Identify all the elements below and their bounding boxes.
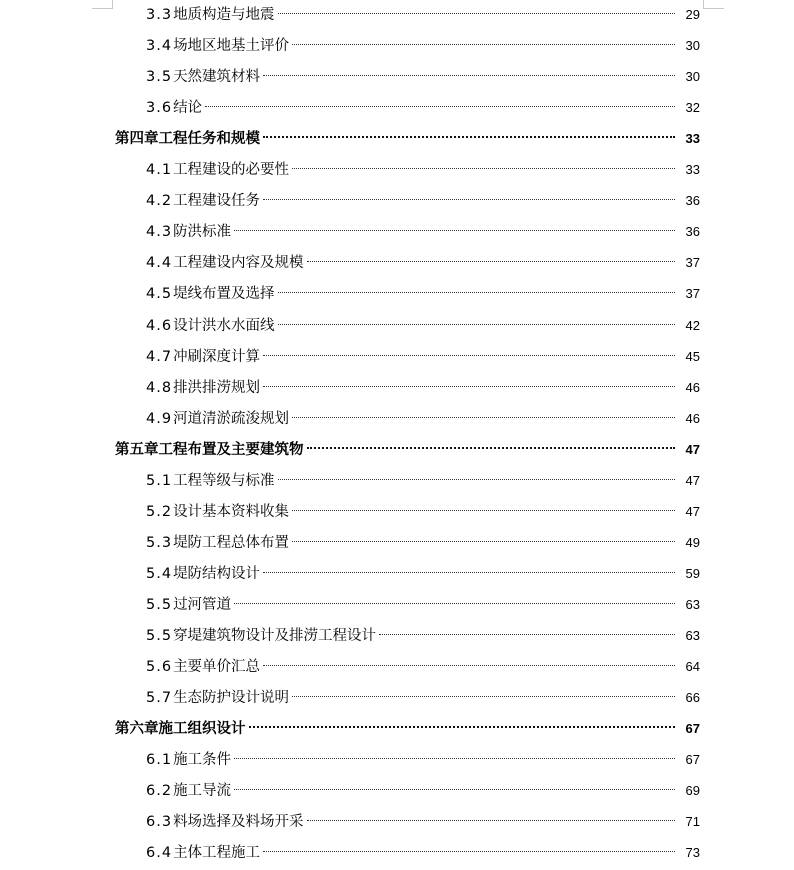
toc-entry-number: 4.3: [146, 224, 173, 241]
toc-entry-title: 第四章工程任务和规模: [115, 131, 260, 148]
toc-page-number: 47: [685, 472, 700, 488]
toc-chapter-entry[interactable]: [0, 716, 794, 742]
toc-chapter-entry[interactable]: [0, 126, 794, 152]
toc-entry-title: 堤防结构设计: [173, 565, 261, 582]
toc-entry-number: 4.4: [146, 255, 173, 272]
toc-dot-leader: [307, 820, 675, 821]
toc-dot-leader: [234, 758, 675, 759]
toc-entry-title: 排洪排涝规划: [173, 379, 261, 396]
toc-page-number: 59: [685, 565, 700, 581]
toc-entry-title: 施工条件: [173, 752, 232, 769]
toc-section-entry[interactable]: [0, 95, 794, 121]
toc-page-number: 71: [685, 814, 700, 830]
toc-page-number: 36: [685, 224, 700, 240]
toc-entry-number: 4.5: [146, 286, 173, 303]
toc-dot-leader: [263, 665, 675, 666]
toc-entry-number: 4.1: [146, 162, 173, 179]
toc-entry-title: 穿堤建筑物设计及排涝工程设计: [173, 628, 377, 644]
toc-entry-title: 冲刷深度计算: [173, 348, 261, 365]
toc-page-number: 67: [685, 752, 700, 768]
toc-dot-leader: [263, 136, 675, 138]
toc-entry-number: 5.3: [146, 534, 173, 551]
toc-entry-title: 第六章施工组织设计: [115, 721, 246, 738]
toc-page-number: 45: [685, 348, 700, 364]
toc-section-entry[interactable]: [0, 685, 794, 711]
toc-page-number: 49: [685, 534, 700, 550]
toc-section-entry[interactable]: [0, 809, 794, 835]
toc-page-number: 29: [685, 7, 700, 22]
toc-section-entry[interactable]: [0, 592, 794, 618]
toc-dot-leader: [263, 572, 675, 573]
toc-dot-leader: [278, 13, 675, 14]
toc-dot-leader: [379, 634, 675, 635]
toc-entry-title: 结论: [173, 100, 203, 117]
toc-entry-number: 5.1: [146, 472, 173, 489]
toc-page-number: 64: [685, 659, 700, 675]
toc-section-entry[interactable]: [0, 654, 794, 680]
toc-dot-leader: [307, 447, 676, 449]
toc-page-number: 69: [685, 783, 700, 799]
toc-entry-number: 6.1: [146, 752, 173, 769]
toc-page-number: 73: [685, 845, 700, 861]
toc-section-entry[interactable]: [0, 375, 794, 401]
toc-entry-title: 场地区地基土评价: [173, 38, 290, 55]
toc-section-entry[interactable]: [0, 530, 794, 556]
toc-page-number: 46: [685, 379, 700, 395]
toc-entry-title: 河道清淤疏浚规划: [173, 410, 290, 427]
toc-entry-number: 4.9: [146, 410, 173, 427]
toc-entry-number: 5.2: [146, 503, 173, 520]
toc-entry-number: 4.8: [146, 379, 173, 396]
toc-dot-leader: [292, 510, 675, 511]
toc-section-entry[interactable]: [0, 499, 794, 525]
toc-entry-number: 5.7: [146, 690, 173, 707]
toc-entry-number: 4.7: [146, 348, 173, 365]
toc-section-entry[interactable]: [0, 281, 794, 307]
toc-entry-number: 6.2: [146, 783, 173, 800]
toc-entry-title: 主要单价汇总: [173, 659, 261, 676]
toc-entry-title: 设计基本资料收集: [173, 503, 290, 520]
toc-dot-leader: [263, 199, 675, 200]
toc-section-entry[interactable]: [0, 219, 794, 245]
toc-page-number: 37: [685, 255, 700, 271]
toc-section-entry[interactable]: [0, 313, 794, 339]
toc-entry-number: 4.6: [146, 317, 173, 334]
toc-section-entry[interactable]: [0, 468, 794, 494]
toc-dot-leader: [263, 386, 675, 387]
toc-section-entry[interactable]: [0, 406, 794, 432]
toc-dot-leader: [278, 479, 675, 480]
toc-page-number: 33: [685, 131, 700, 147]
toc-entry-title: 工程建设内容及规模: [173, 255, 304, 272]
toc-dot-leader: [292, 168, 675, 169]
toc-section-entry[interactable]: [0, 840, 794, 866]
toc-entry-title: 工程建设的必要性: [173, 162, 290, 179]
toc-section-entry[interactable]: [0, 344, 794, 370]
toc-entry-number: 3.3: [146, 7, 173, 23]
toc-dot-leader: [278, 292, 675, 293]
toc-dot-leader: [278, 324, 675, 325]
toc-entry-number: 3.6: [146, 100, 173, 117]
toc-page-number: 36: [685, 193, 700, 209]
toc-page-number: 30: [685, 69, 700, 85]
toc-dot-leader: [234, 230, 675, 231]
toc-entry-title: 过河管道: [173, 596, 232, 613]
toc-page-number: 63: [685, 596, 700, 612]
toc-section-entry[interactable]: [0, 561, 794, 587]
toc-page-number: 37: [685, 286, 700, 302]
toc-dot-leader: [263, 75, 675, 76]
toc-section-entry[interactable]: [0, 2, 794, 28]
toc-section-entry[interactable]: [0, 623, 794, 649]
toc-entry-number: 6.3: [146, 814, 173, 831]
toc-entry-title: 施工导流: [173, 783, 232, 800]
toc-entry-title: 防洪标准: [173, 224, 232, 241]
toc-entry-number: 3.5: [146, 69, 173, 86]
toc-page-number: 42: [685, 317, 700, 333]
toc-section-entry[interactable]: [0, 747, 794, 773]
toc-dot-leader: [292, 44, 675, 45]
toc-section-entry[interactable]: [0, 33, 794, 59]
toc-entry-title: 堤线布置及选择: [173, 286, 275, 303]
toc-page-number: 30: [685, 38, 700, 54]
toc-page-number: 47: [685, 441, 700, 457]
toc-dot-leader: [205, 106, 675, 107]
toc-entry-number: 5.5: [146, 596, 173, 613]
toc-section-entry[interactable]: [0, 778, 794, 804]
toc-entry-title: 堤防工程总体布置: [173, 534, 290, 551]
toc-entry-number: 5.4: [146, 565, 173, 582]
toc-entry-title: 地质构造与地震: [173, 7, 275, 23]
toc-dot-leader: [234, 789, 675, 790]
toc-page-number: 67: [685, 721, 700, 737]
toc-dot-leader: [263, 355, 675, 356]
toc-dot-leader: [263, 851, 675, 852]
toc-page-number: 46: [685, 410, 700, 426]
toc-dot-leader: [292, 417, 675, 418]
toc-section-entry[interactable]: [0, 250, 794, 276]
toc-section-entry[interactable]: [0, 188, 794, 214]
toc-page-number: 32: [685, 100, 700, 116]
toc-entry-title: 料场选择及料场开采: [173, 814, 304, 831]
toc-entry-title: 工程建设任务: [173, 193, 261, 210]
toc-section-entry[interactable]: [0, 157, 794, 183]
toc-dot-leader: [292, 696, 675, 697]
toc-entry-number: 3.4: [146, 38, 173, 55]
toc-entry-number: 5.5: [146, 628, 173, 644]
toc-entry-number: 5.6: [146, 659, 173, 676]
toc-chapter-entry[interactable]: [0, 437, 794, 463]
toc-entry-title: 天然建筑材料: [173, 69, 261, 86]
toc-page-number: 47: [685, 503, 700, 519]
toc-entry-title: 设计洪水水面线: [173, 317, 275, 334]
toc-dot-leader: [234, 603, 675, 604]
toc-dot-leader: [292, 541, 675, 542]
toc-entry-title: 工程等级与标准: [173, 472, 275, 489]
toc-page-number: 33: [685, 162, 700, 178]
toc-page-number: 63: [685, 628, 700, 643]
toc-dot-leader: [307, 261, 675, 262]
toc-entry-title: 第五章工程布置及主要建筑物: [115, 441, 304, 458]
toc-section-entry[interactable]: [0, 64, 794, 90]
toc-dot-leader: [249, 726, 676, 728]
toc-entry-number: 4.2: [146, 193, 173, 210]
toc-entry-number: 6.4: [146, 845, 173, 862]
toc-entry-title: 生态防护设计说明: [173, 690, 290, 707]
toc-entry-title: 主体工程施工: [173, 845, 261, 862]
toc-page-number: 66: [685, 690, 700, 706]
